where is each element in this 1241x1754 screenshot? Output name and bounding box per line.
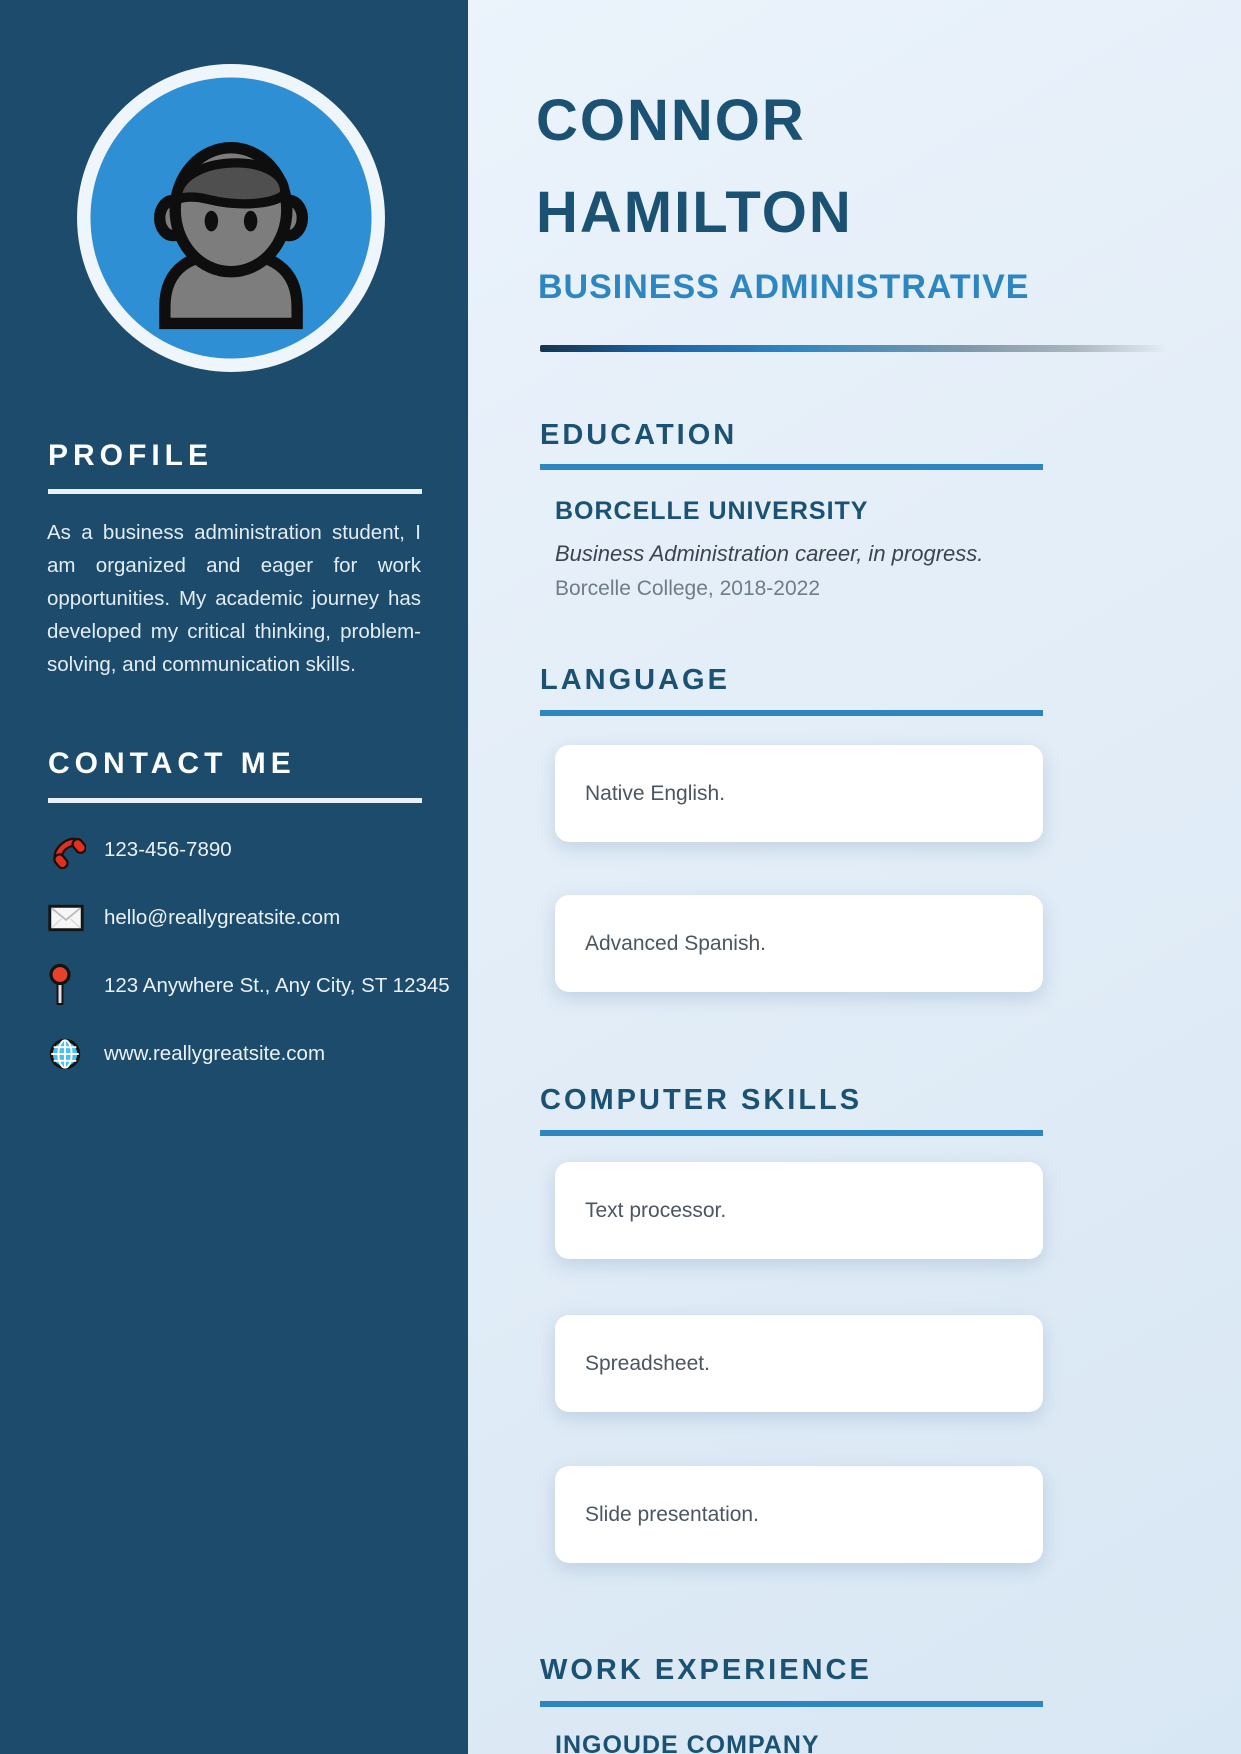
last-name: HAMILTON bbox=[536, 180, 853, 245]
location-pin-icon bbox=[48, 963, 88, 1009]
contact-phone-value: 123-456-7890 bbox=[104, 838, 232, 861]
computer-skill-label: Slide presentation. bbox=[585, 1502, 759, 1526]
contact-item-website bbox=[48, 1030, 428, 1078]
header-gradient-divider bbox=[540, 345, 1168, 352]
email-icon bbox=[48, 904, 88, 932]
sidebar bbox=[0, 0, 468, 1754]
education-entry bbox=[555, 496, 983, 603]
contact-address-value: 123 Anywhere St., Any City, ST 12345 bbox=[104, 974, 450, 997]
globe-icon bbox=[48, 1037, 88, 1071]
language-divider bbox=[540, 710, 1043, 716]
contact-website-value: www.reallygreatsite.com bbox=[104, 1042, 326, 1065]
contact-list bbox=[48, 826, 450, 1098]
computer-skills-heading: COMPUTER SKILLS bbox=[540, 1084, 863, 1116]
computer-skill-card bbox=[555, 1466, 1043, 1563]
language-item-label: Advanced Spanish. bbox=[585, 931, 766, 955]
computer-skill-card bbox=[555, 1315, 1043, 1412]
education-school: BORCELLE UNIVERSITY bbox=[555, 497, 869, 525]
contact-divider bbox=[48, 798, 422, 803]
profile-heading: PROFILE bbox=[48, 439, 214, 472]
language-card bbox=[555, 745, 1043, 842]
education-heading: EDUCATION bbox=[540, 419, 738, 451]
computer-skills-divider bbox=[540, 1130, 1043, 1136]
language-heading: LANGUAGE bbox=[540, 664, 730, 696]
education-divider bbox=[540, 464, 1043, 470]
contact-heading: CONTACT ME bbox=[48, 747, 296, 780]
name-heading bbox=[536, 75, 853, 259]
language-card bbox=[555, 895, 1043, 992]
computer-skill-card bbox=[555, 1162, 1043, 1259]
profile-text: As a business administration student, I am organized and eager for work opportunities. My academic journey has developed my critical thinking, problem-solving, and communication skills. bbox=[47, 521, 421, 676]
work-experience-company: INGOUDE COMPANY bbox=[555, 1731, 820, 1754]
job-title: BUSINESS ADMINISTRATIVE bbox=[538, 268, 1030, 306]
contact-email-value: hello@reallygreatsite.com bbox=[104, 906, 341, 929]
contact-item-phone bbox=[48, 826, 428, 874]
contact-item-email bbox=[48, 894, 428, 942]
computer-skill-label: Spreadsheet. bbox=[585, 1351, 710, 1375]
education-degree: Business Administration career, in progress. bbox=[555, 541, 984, 566]
first-name: CONNOR bbox=[536, 88, 806, 153]
profile-divider bbox=[48, 489, 422, 494]
main-content bbox=[468, 0, 1241, 1754]
work-experience-heading: WORK EXPERIENCE bbox=[540, 1654, 872, 1686]
language-item-label: Native English. bbox=[585, 781, 726, 805]
profile-photo-avatar bbox=[76, 63, 386, 373]
work-experience-divider bbox=[540, 1701, 1043, 1707]
person-icon bbox=[76, 63, 386, 373]
computer-skill-label: Text processor. bbox=[585, 1198, 727, 1222]
phone-icon bbox=[48, 831, 88, 869]
education-details: Borcelle College, 2018-2022 bbox=[555, 577, 821, 600]
contact-item-address bbox=[48, 962, 450, 1010]
